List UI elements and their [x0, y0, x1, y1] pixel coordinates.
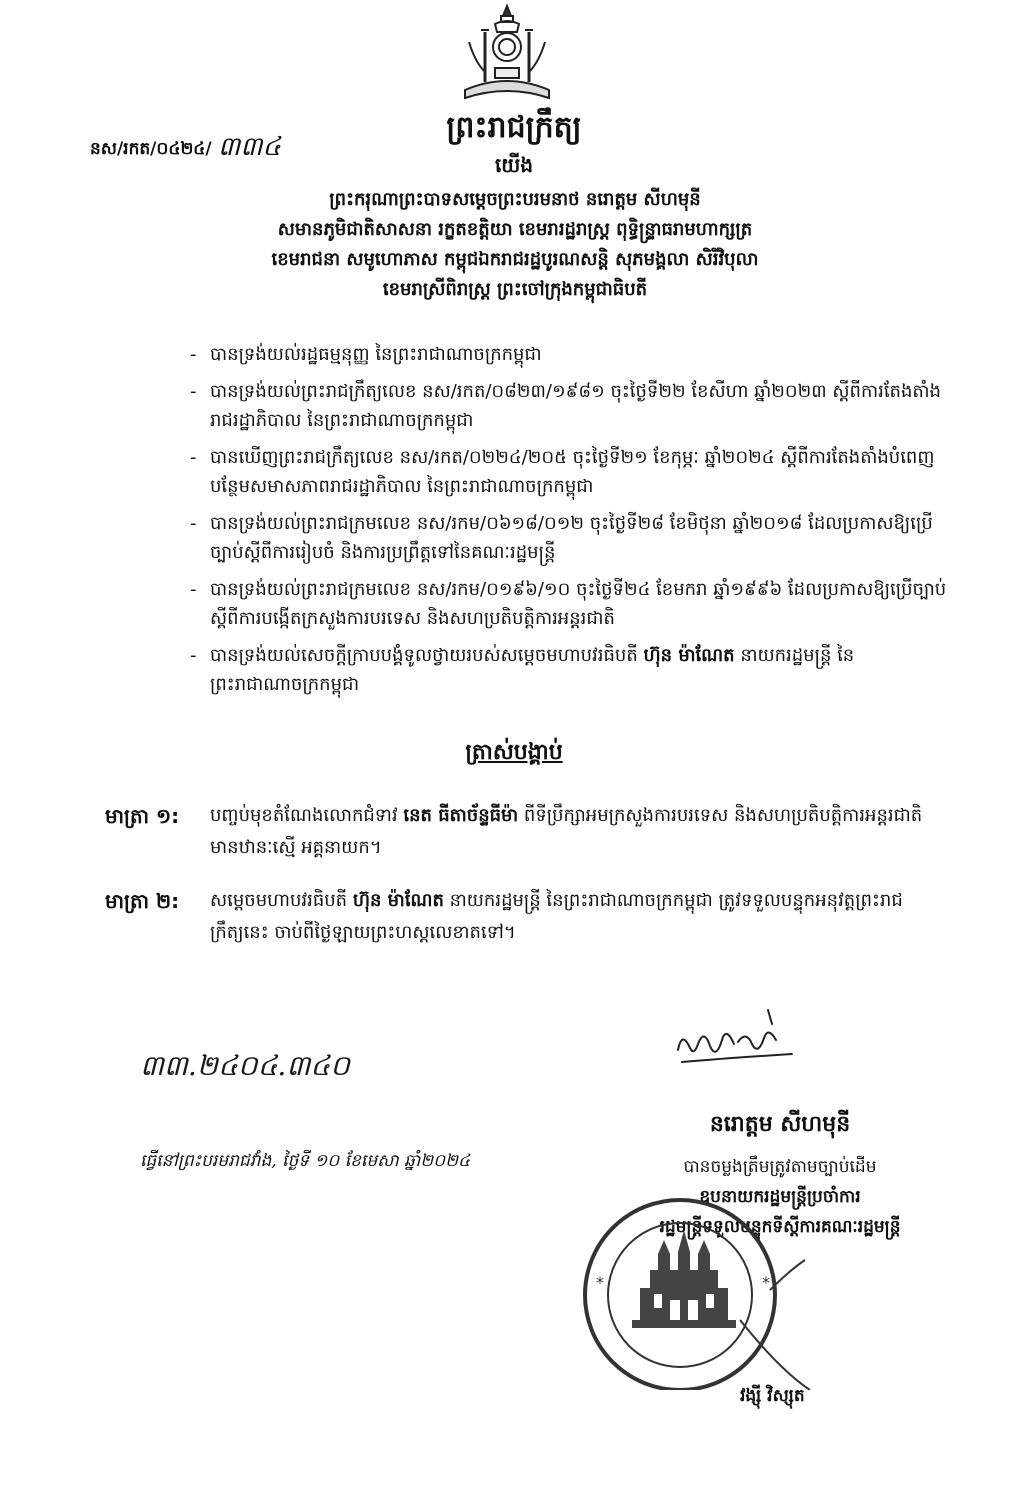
royal-preamble	[170, 185, 860, 305]
preamble-line: ព្រះករុណាព្រះបាទសម្តេចព្រះបរមនាថ នរោត្តម សីហមុនី	[329, 189, 701, 210]
handwritten-document-number: ៣៣៤	[218, 132, 281, 162]
preamble-line: ខេមរាស្រីពិរាស្ត្រ ព្រះចៅក្រុងកម្ពុជាធិបតី	[382, 279, 648, 300]
article-body: សម្តេចមហាបវរធិបតី ហ៊ុន ម៉ាណែត នាយករដ្ឋមន្ត្រី នៃព្រះរាជាណាចក្រកម្ពុជា ត្រូវទទួលបន្ទុកអនុវត្តព្រះរាជក្រឹត្យនេះ ចាប់ពីថ្ងៃឡាយព្រះហស្តលេខាតទៅ។	[210, 890, 903, 943]
certify-line: រដ្ឋមន្ត្រីទទួលបន្ទុកទីស្តីការគណៈរដ្ឋមន្ត្រី	[659, 1217, 901, 1237]
official-seal-stamp-icon	[570, 1170, 860, 1390]
we-heading: យើង	[494, 153, 534, 177]
signer-name: នរោត្តម សីហមុនី	[709, 1112, 851, 1137]
appointee-name: នេត ធីតាច័ន្ទធីម៉ា	[403, 805, 519, 826]
svg-text:*: *	[596, 1273, 604, 1292]
consideration-item: - បានទ្រង់យល់ព្រះរាជក្រឹត្យលេខ នស/រកត/០៨២៣/១៩៨១ ចុះថ្ងៃទី២២ ខែសីហា ឆ្នាំ២០២៣ ស្តីពីការតែងតាំងរាជរដ្ឋាភិបាល នៃព្រះរាជាណាចក្រកម្ពុជា	[190, 381, 941, 431]
handwritten-date: ៣៣.២៤០៤.៣៤០	[140, 1049, 350, 1082]
document-number: នស/រកត/០៤២៤/	[90, 139, 212, 159]
article-body: បញ្ចប់មុខតំណែងលោកជំទាវ នេត ធីតាច័ន្ទធីម៉ា ពីទីប្រឹក្សាអមក្រសួងការបរទេស និងសហប្រតិបត្តិការអន្តរជាតិ មានឋានៈស្មើ អគ្គនាយក។	[210, 805, 923, 858]
article-label: មាត្រា ១:	[105, 804, 180, 828]
preamble-line: ខេមរាជនា សមូហោភាស កម្ពុជឯករាជរដ្ឋបូរណសន្តិ សុភមង្គលា សិរីវិបុលា	[271, 249, 759, 270]
place-and-date: ធ្វើនៅព្រះបរមរាជវាំង, ថ្ងៃទី ១០ ខែមេសា ឆ្នាំ២០២៤	[140, 1151, 471, 1171]
prime-minister-name: ហ៊ុន ម៉ាណែត	[352, 890, 444, 911]
article-label: មាត្រា ២:	[105, 889, 180, 913]
cosigner-name: វង្ស៊ី វិស្សុត	[740, 1386, 805, 1406]
prime-minister-name: ហ៊ុន ម៉ាណែត	[643, 645, 735, 666]
certify-line: បានចម្លងត្រឹមត្រូវតាមច្បាប់ដើម	[683, 1157, 877, 1177]
consideration-item: - បានឃើញព្រះរាជក្រឹត្យលេខ នស/រកត/០២២៤/២០៥ ចុះថ្ងៃទី២១ ខែកុម្ភៈ ឆ្នាំ២០២៤ ស្តីពីការតែងតាំងបំពេញបន្ថែមសមាសភាពរាជរដ្ឋាភិបាល នៃព្រះរាជាណាចក្រកម្ពុជា	[190, 447, 935, 497]
decree-heading: ត្រាស់បង្គាប់	[465, 740, 563, 765]
considerations-list	[190, 340, 950, 707]
certify-line: ឧបនាយករដ្ឋមន្ត្រីប្រចាំការ	[699, 1187, 861, 1207]
royal-signature-icon	[668, 1000, 798, 1075]
article-1	[105, 800, 935, 864]
document-title: ព្រះរាជក្រឹត្យ	[446, 110, 582, 145]
royal-coat-of-arms-icon	[455, 2, 559, 102]
svg-text:*: *	[762, 1273, 770, 1292]
article-2	[105, 885, 935, 949]
consideration-item: - បានទ្រង់យល់សេចក្តីក្រាបបង្គំទូលថ្វាយរបស់សម្តេចមហាបវរធិបតី ហ៊ុន ម៉ាណែត នាយករដ្ឋមន្ត្រី នៃព្រះរាជាណាចក្រកម្ពុជា	[190, 645, 855, 695]
preamble-line: សមានភូមិជាតិសាសនា រក្ខតខត្តិយា ខេមរារដ្ឋរាស្ត្រ ពុទ្ធិន្ទ្រាធរាមហាក្សត្រ	[277, 219, 753, 240]
consideration-item: - បានទ្រង់យល់ព្រះរាជក្រមលេខ នស/រកម/០១៩៦/១០ ចុះថ្ងៃទី២៤ ខែមករា ឆ្នាំ១៩៩៦ ដែលប្រកាសឱ្យប្រើច្បាប់ស្តីពីការបង្កើតក្រសួងការបរទេស និងសហប្រតិបត្តិការអន្តរជាតិ	[190, 579, 947, 629]
consideration-item: - បានទ្រង់យល់ព្រះរាជក្រមលេខ នស/រកម/០៦១៨/០១២ ចុះថ្ងៃទី២៨ ខែមិថុនា ឆ្នាំ២០១៨ ដែលប្រកាសឱ្យប្រើច្បាប់ស្តីពីការរៀបចំ និងការប្រព្រឹត្តទៅនៃគណៈរដ្ឋមន្ត្រី	[190, 513, 933, 563]
consideration-item: - បានទ្រង់យល់រដ្ឋធម្មនុញ្ញ នៃព្រះរាជាណាចក្រកម្ពុជា	[190, 344, 542, 365]
